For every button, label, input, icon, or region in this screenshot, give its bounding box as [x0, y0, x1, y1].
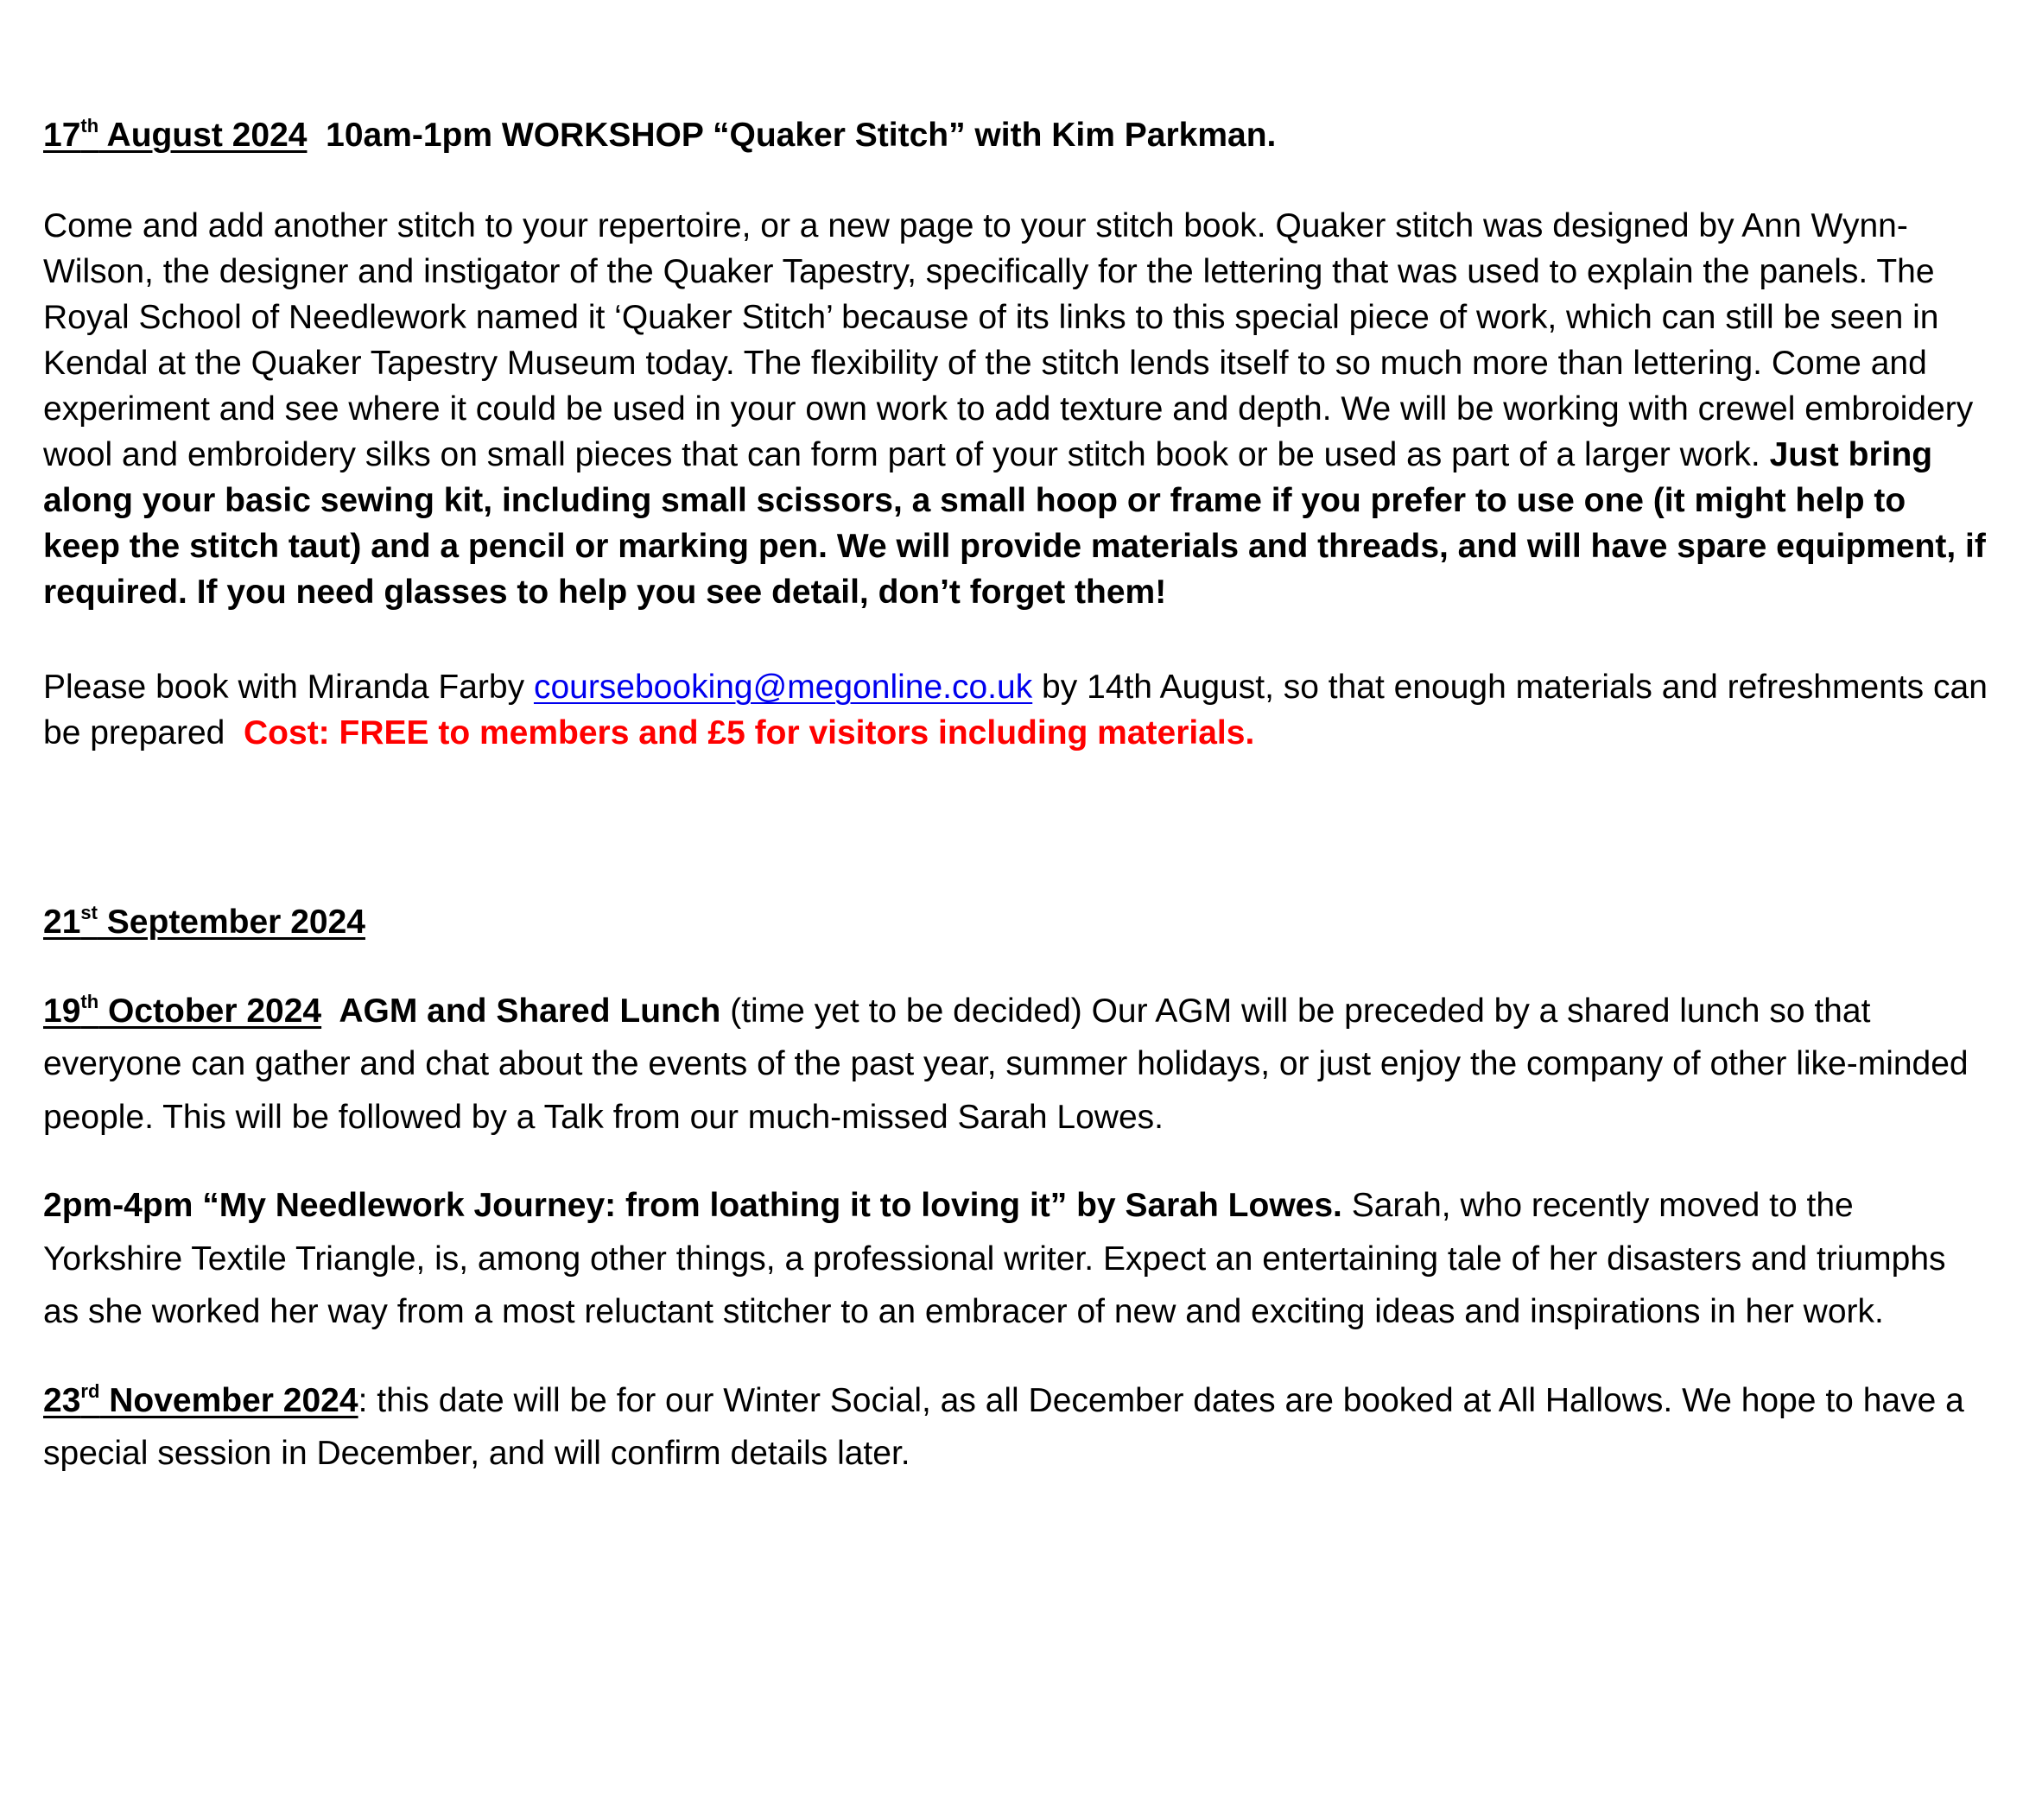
event-date: 17th August 2024 — [43, 115, 308, 154]
talk-body: Sarah, who recently moved to the Yorkshire Textile Triangle, is, among other things, a professional writer. Expect an entertaining tale of her disasters and triumphs as she worked her way from a most reluctant stitcher to an embracer of new and exciting ideas and inspirations in her work. — [43, 1187, 1946, 1330]
talk-title: 2pm-4pm “My Needlework Journey: from loathing it to loving it” by Sarah Lowes. — [43, 1187, 1342, 1224]
event-title: 10am-1pm WORKSHOP “Quaker Stitch” with Kim Parkman. — [307, 117, 1277, 154]
event-heading — [43, 112, 1988, 158]
event-body: : this date will be for our Winter Social, as all December dates are booked at All Hallows. We hope to have a special session in December, and will confirm details later. — [43, 1381, 1964, 1472]
event-description: Come and add another stitch to your repertoire, or a new page to your stitch book. Quaker stitch was designed by Ann Wynn-Wilson, the designer and instigator of the Quaker Tapestry, specifically for the lettering that was used to explain the panels. The Royal School of Needlework named it ‘Quaker Stitch’ because of its links to this special piece of work, which can still be seen in Kendal at the Quaker Tapestry Museum today. The flexibility of the stitch lends itself to so much more than lettering. Come and experiment and see where it could be used in your own work to add texture and depth. We will be working with crewel embroidery wool and embroidery silks on small pieces that can form part of your stitch book or be used as part of a larger work. Just bring along your basic sewing kit, including small scissors, a small hoop or frame if you prefer to use one (it might help to keep the stitch taut) and a pencil or marking pen. We will provide materials and threads, and will have spare equipment, if required. If you need glasses to help you see detail, don’t forget them! — [43, 207, 1986, 611]
event-august-workshop — [43, 112, 1997, 756]
event-date: 21st September 2024 — [43, 902, 365, 941]
event-november — [43, 1374, 1988, 1481]
event-october-talk — [43, 1179, 1988, 1339]
event-title: AGM and Shared Lunch — [321, 992, 721, 1030]
booking-email-link[interactable]: coursebooking@megonline.co.uk — [533, 669, 1033, 706]
event-date: 19th October 2024 — [43, 990, 322, 1030]
event-list-autumn — [43, 896, 1988, 1481]
booking-info: Please book with Miranda Farby coursebooking@megonline.co.uk by 14th August, so that enough materials and refreshments can be prepared Cost: FREE to members and £5 for visitors including materials. — [43, 669, 1997, 751]
event-september — [43, 896, 1988, 949]
event-october-agm — [43, 985, 1988, 1145]
event-date: 23rd November 2024 — [43, 1379, 358, 1419]
event-instructions: Just bring along your basic sewing kit, including small scissors, a small hoop or frame if you prefer to use one (it might help to keep the stitch taut) and a pencil or marking pen. We will provide materials and threads, and will have spare equipment, if required. If you need glasses to help you see detail, don’t forget them! — [43, 436, 1986, 611]
event-body: (time yet to be decided) Our AGM will be preceded by a shared lunch so that everyone can gather and chat about the events of the past year, summer holidays, or just enjoy the company of other like-minded people. This will be followed by a Talk from our much-missed Sarah Lowes. — [43, 992, 1969, 1136]
cost-text: Cost: FREE to members and £5 for visitors including materials. — [244, 714, 1255, 751]
